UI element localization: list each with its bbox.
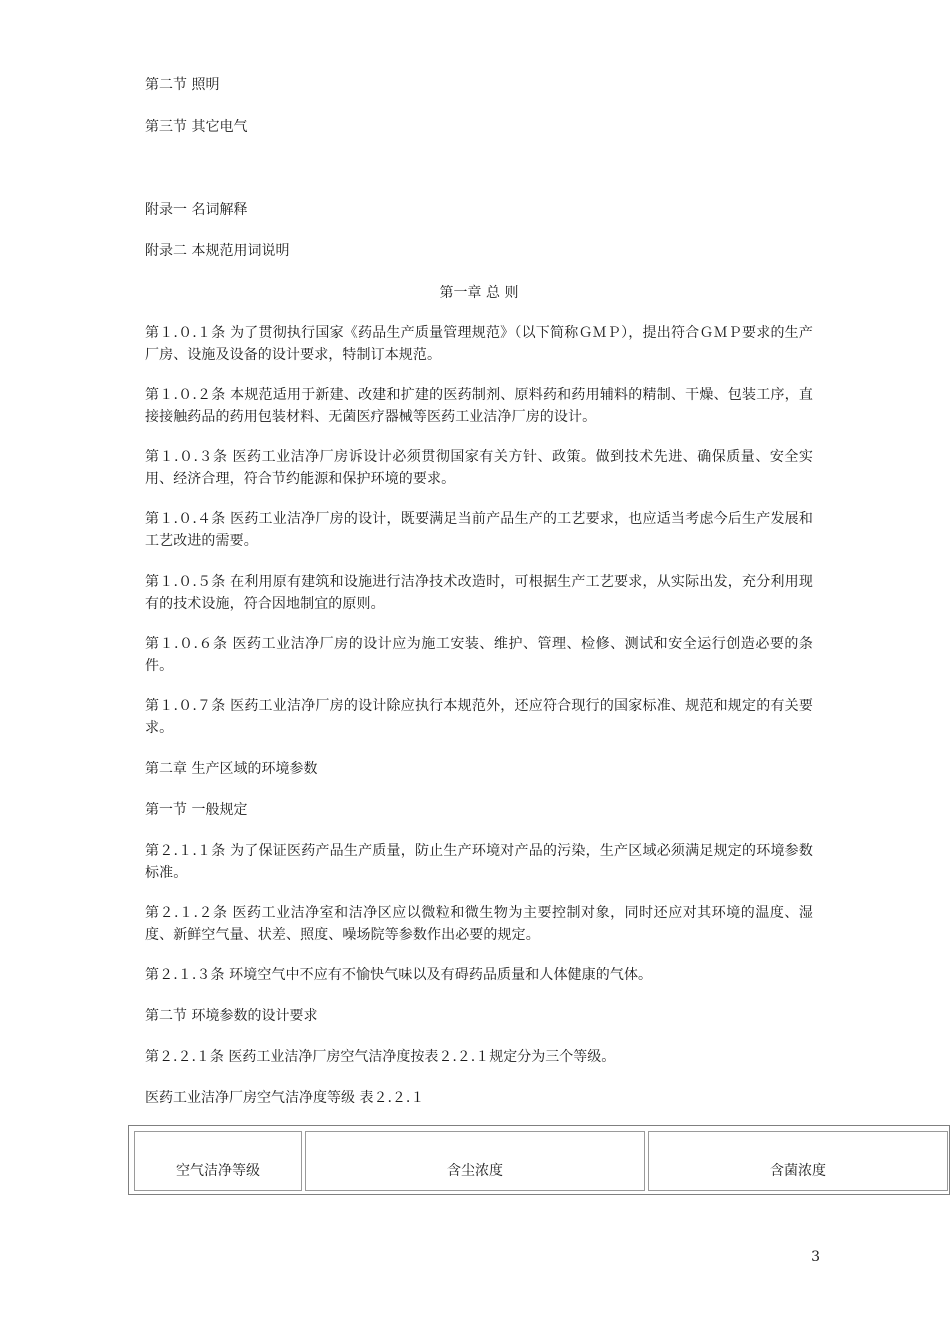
article-paragraph: 第１.０.１条 为了贯彻执行国家《药品生产质量管理规范》（以下简称ＧＭＰ），提出符合ＧＭＰ要求的生产厂房、设施及设备的设计要求，特制订本规范。 — [145, 325, 813, 363]
article-paragraph: 第２.１.２条 医药工业洁净室和洁净区应以微粒和微生物为主要控制对象，同时还应对其环境的温度、湿度、新鲜空气量、状差、照度、噪场院等参数作出必要的规定。 — [145, 905, 813, 943]
cleanliness-grade-table — [128, 1125, 950, 1195]
chapter-title: 第一章 总 则 — [439, 285, 519, 301]
article-paragraph: 第１.０.４条 医药工业洁净厂房的设计，既要满足当前产品生产的工艺要求，也应适当考虑今后生产发展和工艺改进的需要。 — [145, 511, 813, 549]
section-title: 第一节 一般规定 — [145, 802, 248, 818]
table-header-cell — [648, 1131, 948, 1191]
toc-item: 附录一 名词解释 — [145, 202, 248, 218]
article-paragraph: 第２.１.３条 环境空气中不应有不愉快气味以及有碍药品质量和人体健康的气体。 — [145, 967, 653, 983]
section-title: 第二节 环境参数的设计要求 — [145, 1008, 318, 1024]
toc-item: 附录二 本规范用词说明 — [145, 243, 290, 259]
page-number: 3 — [811, 1249, 820, 1265]
article-paragraph: 第１.０.２条 本规范适用于新建、改建和扩建的医药制剂、原料药和药用辅料的精制、干燥、包装工序，直接接触药品的药用包装材料、无菌医疗器械等医药工业洁净厂房的设计。 — [145, 387, 813, 425]
table-header-cell — [134, 1131, 302, 1191]
article-paragraph: 第１.０.５条 在利用原有建筑和设施进行洁净技术改造时，可根据生产工艺要求，从实际出发，充分利用现有的技术设施，符合因地制宜的原则。 — [145, 574, 813, 612]
toc-item: 第二节 照明 — [145, 77, 220, 93]
chapter-title: 第二章 生产区域的环境参数 — [145, 761, 318, 777]
article-paragraph: 第２.１.１条 为了保证医药产品生产质量，防止生产环境对产品的污染，生产区域必须满足规定的环境参数标准。 — [145, 843, 813, 881]
toc-item: 第三节 其它电气 — [145, 119, 248, 135]
article-paragraph: 第２.２.１条 医药工业洁净厂房空气洁净度按表２.２.１规定分为三个等级。 — [145, 1049, 616, 1065]
article-paragraph: 第１.０.７条 医药工业洁净厂房的设计除应执行本规范外，还应符合现行的国家标准、规范和规定的有关要求。 — [145, 698, 813, 736]
article-paragraph: 第１.０.６条 医药工业洁净厂房的设计应为施工安装、维护、管理、检修、测试和安全运行创造必要的条件。 — [145, 636, 813, 674]
table-header-label: 含菌浓度 — [770, 1163, 826, 1179]
table-header-label: 空气洁净等级 — [176, 1163, 260, 1179]
table-header-cell — [305, 1131, 645, 1191]
table-caption: 医药工业洁净厂房空气洁净度等级 表２.２.１ — [145, 1090, 425, 1106]
table-header-label: 含尘浓度 — [447, 1163, 503, 1179]
article-paragraph: 第１.０.３条 医药工业洁净厂房诉设计必须贯彻国家有关方针、政策。做到技术先进、确保质量、安全实用、经济合理，符合节约能源和保护环境的要求。 — [145, 449, 813, 487]
